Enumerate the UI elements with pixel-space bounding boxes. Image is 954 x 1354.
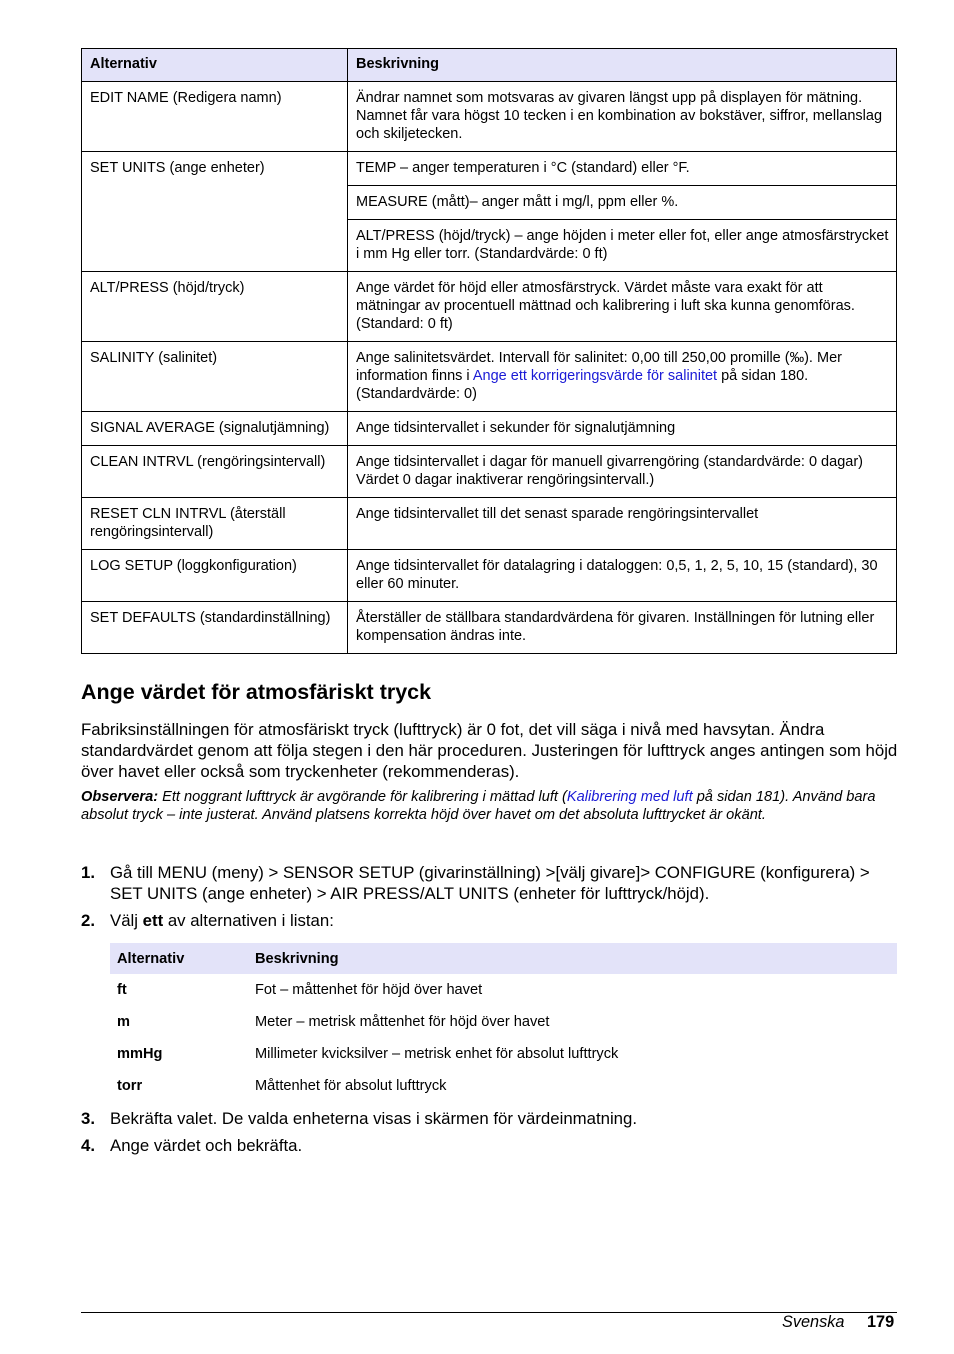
note-text: på sidan 181). Använd bara absolut tryck – inte justerat. Använd platsens korrekta höjd över havet om det absoluta lufttrycket är okänt. [81,789,876,823]
settings-options-table [81,48,897,654]
table-row [110,1070,897,1102]
step-number: 1. [81,863,95,882]
table-row [82,272,897,342]
option-cell: RESET CLN INTRVL (återställ rengöringsintervall) [82,498,348,550]
table-row [82,602,897,654]
column-header-option: Alternativ [110,943,248,974]
description-cell: Måttenhet för absolut lufttryck [255,1078,447,1094]
step-number: 2. [81,911,95,930]
table-row [82,550,897,602]
description-cell: ALT/PRESS (höjd/tryck) – ange höjden i meter eller fot, eller ange atmosfärstrycket i mm Hg eller torr. (Standardvärde: 0 ft) [348,220,897,272]
column-header-description: Beskrivning [348,49,897,82]
table-row [82,498,897,550]
step-text: Ange värdet och bekräfta. [110,1136,303,1155]
table-header-row [82,49,897,82]
table-row [110,1038,897,1070]
option-cell: CLEAN INTRVL (rengöringsintervall) [82,446,348,498]
option-cell: mmHg [117,1046,163,1062]
procedure-step [81,862,901,904]
option-cell: ALT/PRESS (höjd/tryck) [82,272,348,342]
description-text: på sidan 180. (Standardvärde: 0) [356,368,809,402]
description-cell: Återställer de ställbara standardvärdena för givaren. Inställningen för lutning eller kompensation ändras inte. [348,602,897,654]
procedure-step [81,1108,901,1129]
unit-options-table [110,943,897,1102]
step-text-part: Välj [110,911,143,930]
note-text: Ett noggrant lufttryck är avgörande för kalibrering i mättad luft ( [158,789,567,805]
table-row [82,152,897,186]
note-paragraph [81,788,897,824]
description-cell: Ange värdet för höjd eller atmosfärstryck. Värdet måste vara exakt för att mätningar av procentuell mättnad och kalibrering i luft ska kunna genomföras. (Standard: 0 ft) [348,272,897,342]
column-header-option: Alternativ [82,49,348,82]
salinity-correction-link[interactable]: Ange ett korrigeringsvärde för salinitet [472,368,718,384]
table-row [82,412,897,446]
description-cell: Ange tidsintervallet för datalagring i dataloggen: 0,5, 1, 2, 5, 10, 15 (standard), 30 eller 60 minuter. [348,550,897,602]
procedure-step [81,1135,901,1156]
description-cell [348,342,897,412]
table-row [110,974,897,1006]
note-label: Observera: [81,789,159,805]
footer-language: Svenska [782,1313,845,1331]
step-text-part: av alternativen i listan: [163,911,334,930]
step-text: Gå till MENU (meny) > SENSOR SETUP (givarinställning) >[välj givare]> CONFIGURE (konfigurera) > SET UNITS (ange enheter) > AIR PRESS/ALT UNITS (enheter för lufttryck/höjd). [110,863,870,903]
air-calibration-link[interactable]: Kalibrering med luft [566,789,693,805]
step-text [110,910,901,931]
description-cell: Meter – metrisk måttenhet för höjd över havet [255,1014,550,1030]
step-number: 3. [81,1109,95,1128]
description-cell: Ändrar namnet som motsvaras av givaren längst upp på displayen för mätning. Namnet får vara högst 10 tecken i en kombination av bokstäver, siffror, mellanslag och skiljetecken. [348,82,897,152]
description-text: Ange salinitetsvärdet. Intervall för salinitet: 0,00 till 250,00 promille (‰). Mer information finns i [356,350,842,384]
table-row [82,342,897,412]
footer-divider [81,1312,897,1313]
option-cell: LOG SETUP (loggkonfiguration) [82,550,348,602]
step-text: Bekräfta valet. De valda enheterna visas i skärmen för värdeinmatning. [110,1109,638,1128]
description-cell: Fot – måttenhet för höjd över havet [255,982,483,998]
page-number: 179 [867,1313,895,1331]
option-cell: SET UNITS (ange enheter) [82,152,348,272]
option-cell: SALINITY (salinitet) [82,342,348,412]
table-row [82,82,897,152]
option-cell: SET DEFAULTS (standardinställning) [82,602,348,654]
table-row [82,446,897,498]
option-cell: EDIT NAME (Redigera namn) [82,82,348,152]
step-text-emphasis: ett [142,911,164,930]
table-header-row [110,943,897,974]
column-header-description: Beskrivning [248,943,897,974]
option-cell: torr [117,1078,143,1094]
option-cell: ft [117,982,127,998]
section-heading: Ange värdet för atmosfäriskt tryck [81,680,432,704]
description-cell: MEASURE (mått)– anger mått i mg/l, ppm eller %. [348,186,897,220]
description-cell: Ange tidsintervallet i dagar för manuell givarrengöring (standardvärde: 0 dagar) Värdet 0 dagar inaktiverar rengöringsintervall.) [348,446,897,498]
option-cell: m [117,1014,130,1030]
intro-paragraph: Fabriksinställningen för atmosfäriskt tryck (lufttryck) är 0 fot, det vill säga i nivå med havsytan. Ändra standardvärdet genom att följa stegen i den här proceduren. Justeringen för lufttryck anges antingen som höjd över havet eller också som tryckenheter (rekommenderas). [81,720,898,781]
description-cell: TEMP – anger temperaturen i °C (standard) eller °F. [348,152,897,186]
option-cell: SIGNAL AVERAGE (signalutjämning) [82,412,348,446]
description-cell: Ange tidsintervallet i sekunder för signalutjämning [348,412,897,446]
description-cell: Millimeter kvicksilver – metrisk enhet för absolut lufttryck [255,1046,619,1062]
description-cell: Ange tidsintervallet till det senast sparade rengöringsintervallet [348,498,897,550]
procedure-step [81,910,901,931]
step-number: 4. [81,1136,95,1155]
table-row [110,1006,897,1038]
